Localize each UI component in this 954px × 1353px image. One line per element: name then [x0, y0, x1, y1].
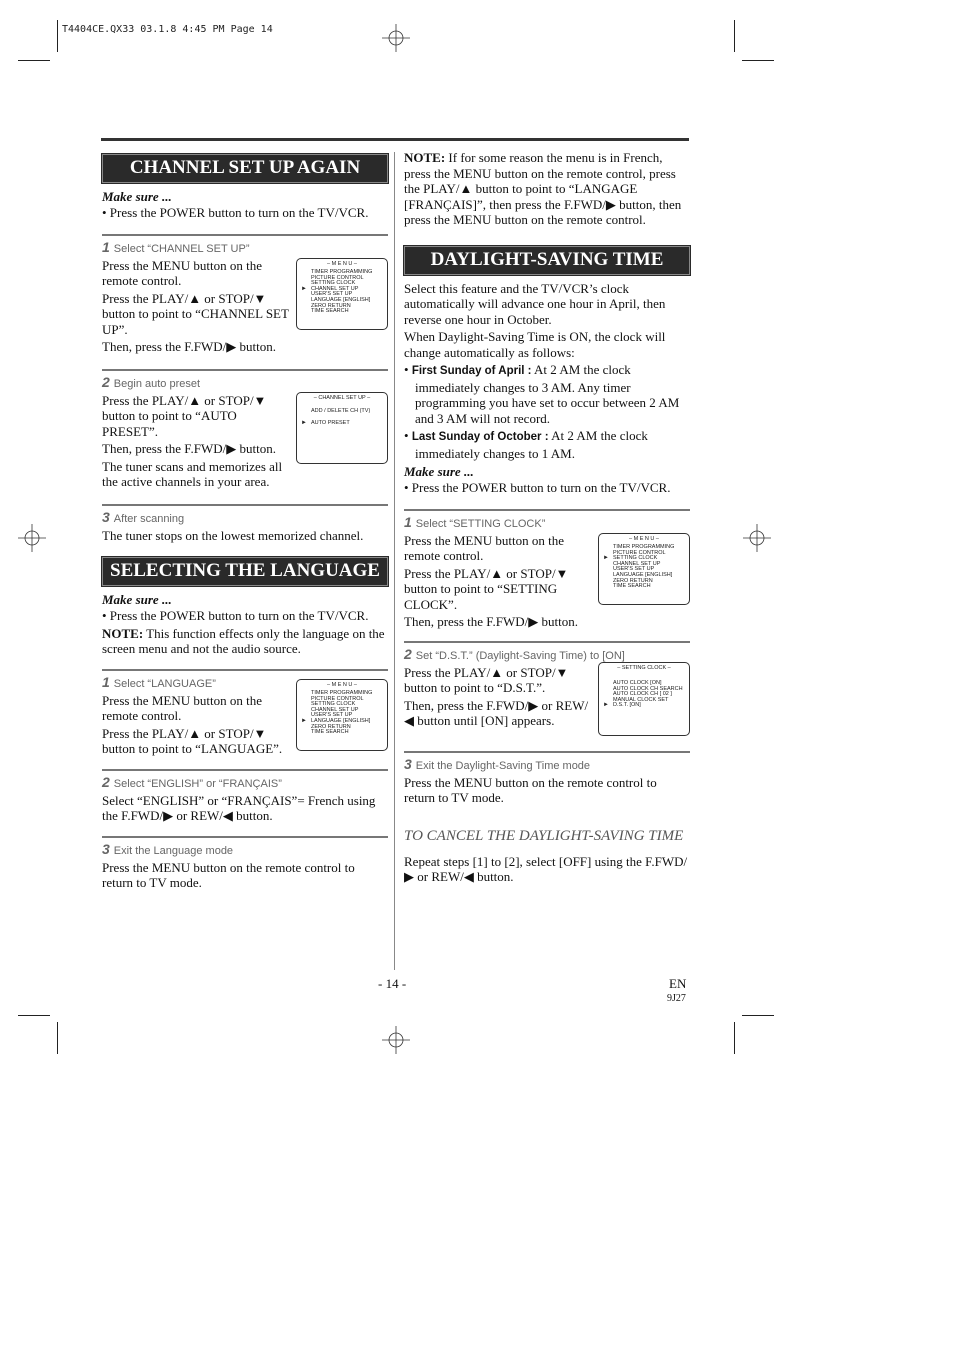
crop-mark	[18, 60, 50, 61]
dst-intro-2: When Daylight-Saving Time is ON, the clock will change automatically as follows:	[404, 329, 666, 360]
pointer-arrow-icon: ►	[301, 285, 307, 292]
section-title-language: SELECTING THE LANGUAGE	[102, 557, 388, 586]
step-text: Then, press the F.FWD/▶ button.	[102, 441, 276, 456]
osd-setting-clock-screen: – SETTING CLOCK – AUTO CLOCK [ON] AUTO CLOCK CH SEARCH AUTO CLOCK CH [ 02 ] MANUAL CLOCK SET ► D.S.T. [ON]	[598, 662, 690, 736]
french-menu-note: NOTE: If for some reason the menu is in French, press the MENU button on the remote control, press the PLAY/▲ button to point to “LANGAGE [FRANÇAIS]”, then press the F.FWD/▶ button, then press the MENU button on the remote control.	[404, 150, 682, 227]
step-text: Press the MENU button on the remote control to return to TV mode.	[102, 859, 355, 890]
crop-mark	[57, 20, 58, 52]
section-title-channel-set-up: CHANNEL SET UP AGAIN	[102, 154, 388, 183]
dst-bullet-october: • Last Sunday of October : At 2 AM the clock immediately changes to 1 AM.	[404, 428, 648, 461]
step-heading: 2 Begin auto preset	[102, 373, 201, 390]
step-rule	[102, 769, 388, 771]
step-text: Press the PLAY/▲ or STOP/▼ button to point to “CHANNEL SET UP”.	[102, 290, 289, 337]
step-body	[102, 258, 388, 355]
language-code: EN	[669, 976, 687, 991]
pointer-arrow-icon: ►	[603, 555, 609, 562]
registration-mark-icon	[743, 524, 771, 552]
step-text: Press the PLAY/▲ or STOP/▼ button to point to “SETTING CLOCK”.	[404, 565, 569, 612]
step-heading: 1 Select “CHANNEL SET UP”	[102, 238, 250, 255]
power-note: • Press the POWER button to turn on the TV/VCR.	[102, 205, 369, 220]
step-text: Then, press the F.FWD/▶ button.	[102, 339, 276, 354]
step-heading: 3 Exit the Language mode	[102, 840, 234, 857]
cancel-dst-text: Repeat steps [1] to [2], select [OFF] using the F.FWD/▶ or REW/◀ button.	[404, 853, 688, 884]
crop-mark	[742, 1015, 774, 1016]
step-text: Press the MENU button on the remote control.	[102, 692, 262, 723]
make-sure-label: Make sure ...	[102, 592, 172, 607]
step-rule	[102, 504, 388, 506]
registration-mark-icon	[18, 524, 46, 552]
step-rule	[102, 234, 388, 236]
make-sure-label: Make sure ...	[404, 464, 474, 479]
make-sure-label: Make sure ...	[102, 189, 172, 204]
step-text: Press the PLAY/▲ or STOP/▼ button to point to “AUTO PRESET”.	[102, 392, 267, 439]
step-text: Then, press the F.FWD/▶ button.	[404, 614, 578, 629]
step-body	[404, 533, 690, 630]
step-rule	[102, 669, 388, 671]
column-divider	[394, 152, 395, 970]
step-heading: 2 Set “D.S.T.” (Daylight-Saving Time) to [ON]	[404, 645, 625, 662]
step-rule	[102, 836, 388, 838]
osd-menu-screen: – M E N U – TIMER PROGRAMMING PICTURE CONTROL SETTING CLOCK CHANNEL SET UP USER'S SET UP ► LANGUAGE [ENGLISH] ZERO RETURN TIME SEARCH	[296, 679, 388, 751]
pointer-arrow-icon: ►	[603, 702, 609, 709]
page-number: - 14 -	[378, 976, 407, 991]
step-heading: 1 Select “SETTING CLOCK”	[404, 513, 546, 530]
registration-mark-icon	[382, 1026, 410, 1054]
step-rule	[102, 369, 388, 371]
step-text: The tuner scans and memorizes all the active channels in your area.	[102, 458, 283, 489]
crop-mark	[57, 1022, 58, 1054]
step-text: Select “ENGLISH” or “FRANÇAIS”= French using the F.FWD/▶ or REW/◀ button.	[102, 792, 376, 823]
step-heading: 2 Select “ENGLISH” or “FRANÇAIS”	[102, 773, 282, 790]
section-title-daylight-saving: DAYLIGHT-SAVING TIME	[404, 246, 690, 275]
step-text: Press the PLAY/▲ or STOP/▼ button to point to “LANGUAGE”.	[102, 725, 283, 756]
step-text: Press the MENU button on the remote control to return to TV mode.	[404, 774, 657, 805]
step-text: Press the MENU button on the remote control.	[404, 532, 564, 563]
pointer-arrow-icon: ►	[301, 718, 307, 725]
print-slug: T4404CE.QX33 03.1.8 4:45 PM Page 14	[62, 24, 273, 35]
step-rule	[404, 509, 690, 511]
step-rule	[404, 751, 690, 753]
left-column	[102, 152, 388, 891]
crop-mark	[742, 60, 774, 61]
step-body	[102, 393, 388, 490]
power-note: • Press the POWER button to turn on the TV/VCR.	[102, 608, 369, 623]
step-heading: 1 Select “LANGUAGE”	[102, 673, 216, 690]
osd-channel-set-up-screen: – CHANNEL SET UP – ADD / DELETE CH (TV) ► AUTO PRESET	[296, 392, 388, 464]
document-code: 9J27	[667, 993, 686, 1004]
step-body	[404, 665, 690, 729]
step-heading: 3 Exit the Daylight-Saving Time mode	[404, 755, 591, 772]
osd-menu-screen: – M E N U – TIMER PROGRAMMING PICTURE CONTROL ► SETTING CLOCK CHANNEL SET UP USER'S SET UP LANGUAGE [ENGLISH] ZERO RETURN TIME SEARCH	[598, 533, 690, 605]
language-note: NOTE: This function effects only the language on the screen menu and not the audio source.	[102, 625, 385, 656]
dst-intro: Select this feature and the TV/VCR’s clock automatically will advance one hour in April, then reverse one hour in October.	[404, 280, 666, 327]
step-text: Press the PLAY/▲ or STOP/▼ button to point to “D.S.T.”.	[404, 664, 569, 695]
step-rule	[404, 641, 690, 643]
crop-mark	[734, 20, 735, 52]
step-heading: 3 After scanning	[102, 508, 185, 525]
right-column	[404, 150, 690, 885]
step-text: Then, press the F.FWD/▶ or REW/◀ button until [ON] appears.	[404, 697, 589, 728]
crop-mark	[18, 1015, 50, 1016]
registration-mark-icon	[382, 24, 410, 52]
top-rule	[101, 138, 689, 141]
cancel-dst-heading: TO CANCEL THE DAYLIGHT-SAVING TIME	[404, 827, 684, 844]
osd-menu-screen: – M E N U – TIMER PROGRAMMING PICTURE CONTROL SETTING CLOCK ► CHANNEL SET UP USER'S SET UP LANGUAGE [ENGLISH] ZERO RETURN TIME SEARCH	[296, 258, 388, 330]
power-note: • Press the POWER button to turn on the TV/VCR.	[404, 480, 671, 495]
crop-mark	[734, 1022, 735, 1054]
pointer-arrow-icon: ►	[301, 419, 307, 426]
dst-bullet-april: • First Sunday of April : At 2 AM the clock immediately changes to 3 AM. Any timer programming you have set to occur between 2 AM and 3 AM will not record.	[404, 362, 680, 426]
step-text: The tuner stops on the lowest memorized channel.	[102, 527, 364, 543]
step-text: Press the MENU button on the remote control.	[102, 257, 262, 288]
